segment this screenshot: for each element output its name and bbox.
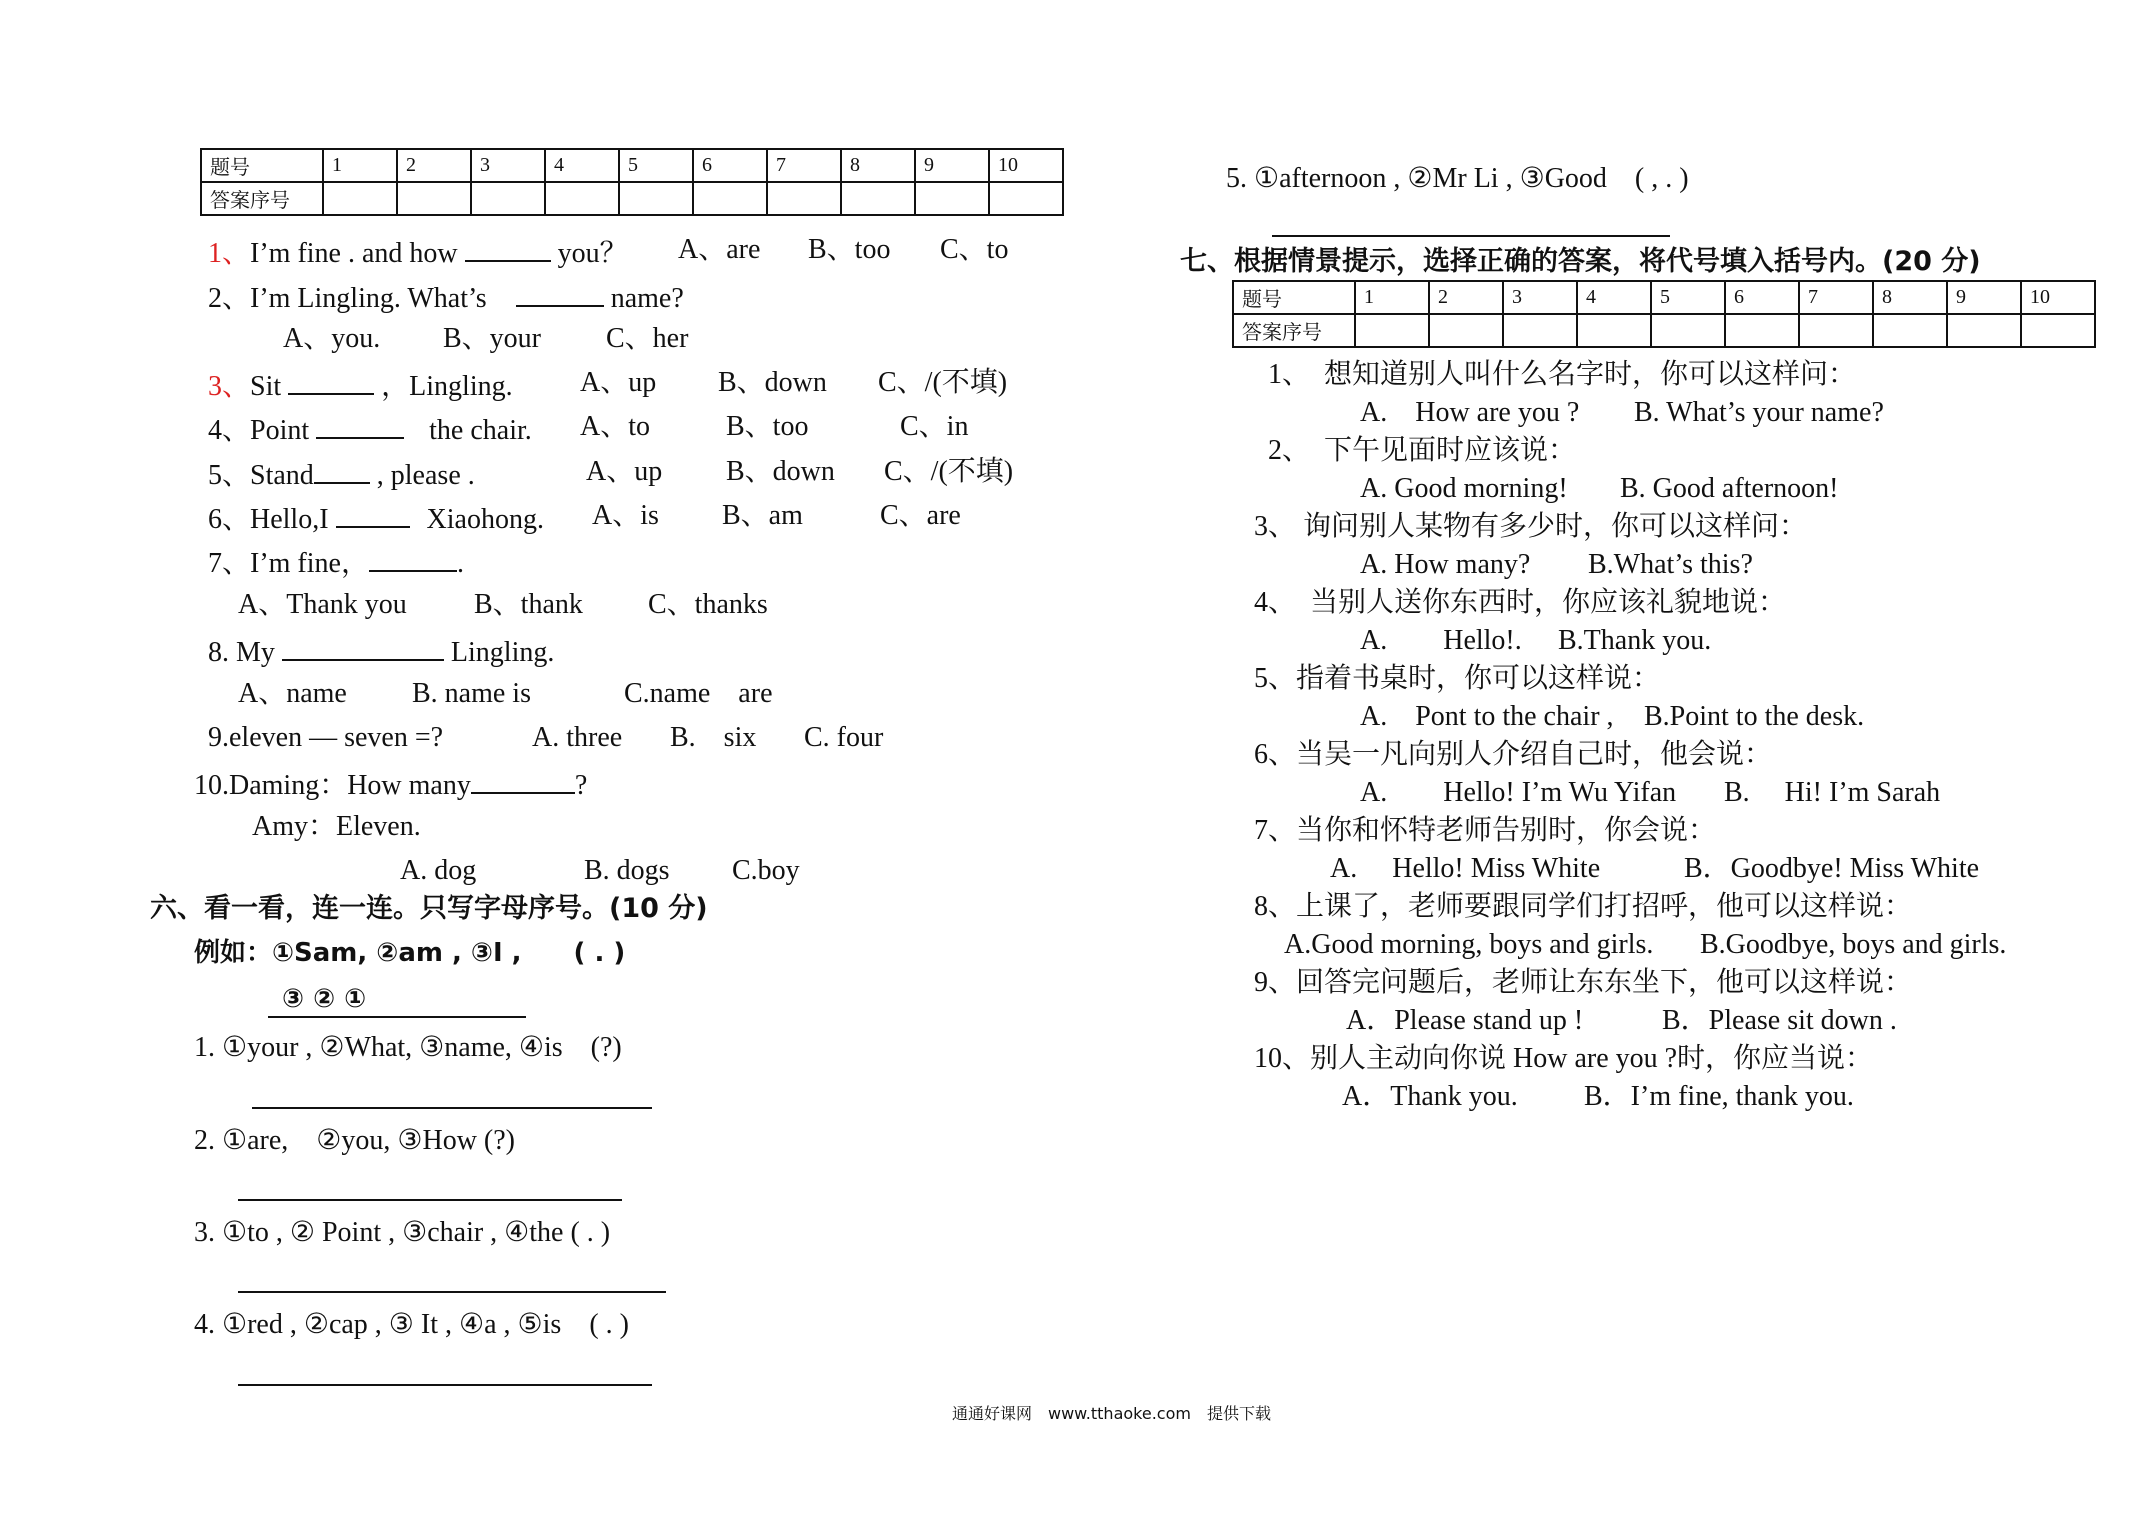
answer-cell[interactable] xyxy=(915,182,989,215)
option-c: C.name are xyxy=(624,678,773,709)
example-label: 例如：①Sam, ②am , ③I , ( . ) xyxy=(194,938,626,968)
question-text: 8. My xyxy=(208,637,275,668)
option-b: B、am xyxy=(722,500,803,531)
question-10 xyxy=(194,768,587,800)
table-cell: 2 xyxy=(397,149,471,182)
situation-option-b: B.Thank you. xyxy=(1558,625,1712,656)
question-number: 1、 xyxy=(208,238,251,269)
table-cell: 8 xyxy=(841,149,915,182)
question-text: 6、Hello,I xyxy=(208,504,329,535)
table-row-label: 答案序号 xyxy=(201,182,323,215)
answer-blank[interactable] xyxy=(465,236,551,262)
question-4 xyxy=(208,413,532,445)
answer-line[interactable] xyxy=(238,1291,666,1293)
question-text-after: . xyxy=(456,548,464,579)
question-text-after: Xiaohong. xyxy=(426,504,544,535)
answer-cell[interactable] xyxy=(1503,314,1577,347)
table-cell: 9 xyxy=(915,149,989,182)
option-b: B、too xyxy=(808,234,891,265)
answer-cell[interactable] xyxy=(1429,314,1503,347)
question-6 xyxy=(208,502,544,534)
table-cell: 1 xyxy=(1355,281,1429,314)
answer-cell[interactable] xyxy=(767,182,841,215)
question-8 xyxy=(208,635,554,667)
table-cell: 5 xyxy=(1651,281,1725,314)
table-cell: 9 xyxy=(1947,281,2021,314)
answer-blank[interactable] xyxy=(471,768,575,794)
situation-option-b: B．Goodbye! Miss White xyxy=(1684,853,1980,884)
footer-credit: 通通好课网 www.tthaoke.com 提供下载 xyxy=(952,1404,1271,1423)
situation-option-a: A. How many? xyxy=(1360,549,1531,580)
option-b: B. dogs xyxy=(584,855,670,886)
answer-cell[interactable] xyxy=(397,182,471,215)
table-row-label: 题号 xyxy=(201,149,323,182)
answer-cell[interactable] xyxy=(619,182,693,215)
situation-option-b: B. Hi! I’m Sarah xyxy=(1724,777,1941,808)
situation-question: 7、当你和怀特老师告别时，你会说： xyxy=(1254,815,1717,846)
situation-question: 6、当吴一凡向别人介绍自己时，他会说： xyxy=(1254,739,1773,770)
answer-cell[interactable] xyxy=(1873,314,1947,347)
answer-cell[interactable] xyxy=(841,182,915,215)
situation-question: 2、 下午见面时应该说： xyxy=(1268,435,1577,466)
option-c: C、to xyxy=(940,234,1009,265)
situation-option-a: A. Hello! Miss White xyxy=(1330,853,1601,884)
answer-line[interactable] xyxy=(238,1199,622,1201)
situation-question: 10、别人主动向你说 How are you ?时，你应当说： xyxy=(1254,1043,1874,1074)
reorder-item-4: 4. ①red , ②cap , ③ It , ④a , ⑤is ( . ) xyxy=(194,1309,629,1340)
table-cell: 6 xyxy=(1725,281,1799,314)
option-b: B、too xyxy=(726,411,809,442)
option-b: B、thank xyxy=(474,589,583,620)
situation-option-a: A. Pont to the chair , xyxy=(1360,701,1614,732)
situation-option-a: A．Thank you. xyxy=(1342,1081,1518,1112)
question-text-after: , please . xyxy=(376,460,475,491)
section-7-title: 七、根据情景提示，选择正确的答案，将代号填入括号内。(20 分) xyxy=(1180,246,1981,277)
situation-option-b: B. What’s your name? xyxy=(1634,397,1884,428)
table-cell: 7 xyxy=(1799,281,1873,314)
option-a: A、Thank you xyxy=(238,589,407,620)
question-text-after: ，Lingling. xyxy=(381,371,513,402)
answer-cell[interactable] xyxy=(471,182,545,215)
situation-option-a: A. Hello! I’m Wu Yifan xyxy=(1360,777,1677,808)
option-b: B. six xyxy=(670,722,757,753)
situation-option-b: B.Goodbye, boys and girls. xyxy=(1700,929,2007,960)
option-b: B、down xyxy=(726,456,835,487)
situation-question: 5、指着书桌时，你可以这样说： xyxy=(1254,663,1661,694)
table-cell: 8 xyxy=(1873,281,1947,314)
question-text-after: the chair. xyxy=(429,415,532,446)
option-a: A、you. xyxy=(283,323,381,354)
situation-option-b: B．Please sit down . xyxy=(1662,1005,1897,1036)
option-a: A、name xyxy=(238,678,347,709)
answer-cell[interactable] xyxy=(1947,314,2021,347)
answer-cell[interactable] xyxy=(323,182,397,215)
question-3 xyxy=(208,369,513,401)
question-text-after: name? xyxy=(610,283,684,314)
situation-option-b: B. Good afternoon! xyxy=(1620,473,1839,504)
reorder-item-3: 3. ①to , ② Point , ③chair , ④the ( . ) xyxy=(194,1217,611,1248)
option-c: C、are xyxy=(880,500,961,531)
situation-option-b: B.Point to the desk. xyxy=(1644,701,1865,732)
answer-blank[interactable] xyxy=(336,502,410,528)
table-cell: 6 xyxy=(693,149,767,182)
question-10-reply: Amy：Eleven. xyxy=(252,811,421,842)
situation-question: 1、 想知道别人叫什么名字时，你可以这样问： xyxy=(1268,359,1857,390)
example-answer-line xyxy=(268,1016,526,1018)
reorder-item-1: 1. ①your , ②What, ③name, ④is (?) xyxy=(194,1032,622,1063)
situation-option-a: A.Good morning, boys and girls. xyxy=(1284,929,1654,960)
option-c: C、/(不填) xyxy=(878,367,1008,398)
answer-blank[interactable] xyxy=(316,413,404,439)
answer-cell[interactable] xyxy=(1725,314,1799,347)
question-text: 10.Daming：How many xyxy=(194,770,471,801)
question-9: 9.eleven — seven =? xyxy=(208,722,444,753)
situation-option-a: A．Please stand up ! xyxy=(1346,1005,1584,1036)
option-a: A、up xyxy=(586,456,663,487)
question-text: I’m fine . and how xyxy=(250,238,458,269)
option-c: C、her xyxy=(606,323,689,354)
answer-blank[interactable] xyxy=(369,546,457,572)
answer-blank[interactable] xyxy=(288,369,374,395)
situation-question: 4、 当别人送你东西时，你应该礼貌地说： xyxy=(1254,587,1787,618)
section-6-title: 六、看一看，连一连。只写字母序号。(10 分) xyxy=(150,893,708,924)
question-text: 4、Point xyxy=(208,415,310,446)
option-c: C、thanks xyxy=(648,589,768,620)
reorder-item-5: 5. ①afternoon , ②Mr Li , ③Good ( , . ) xyxy=(1226,163,1689,194)
table-row-label: 答案序号 xyxy=(1233,314,1355,347)
answer-cell[interactable] xyxy=(1651,314,1725,347)
answer-line[interactable] xyxy=(252,1107,652,1109)
situation-question: 3、 询问别人某物有多少时，你可以这样问： xyxy=(1254,511,1808,542)
reorder-item-2: 2. ①are, ②you, ③How (?) xyxy=(194,1125,516,1156)
table-cell: 2 xyxy=(1429,281,1503,314)
option-a: A、are xyxy=(678,234,761,265)
option-a: A. dog xyxy=(400,855,477,886)
table-cell: 10 xyxy=(989,149,1063,182)
table-cell: 4 xyxy=(1577,281,1651,314)
option-c: C、/(不填) xyxy=(884,456,1014,487)
option-b: B、down xyxy=(718,367,827,398)
answer-blank[interactable] xyxy=(282,635,444,661)
answer-cell[interactable] xyxy=(693,182,767,215)
question-1 xyxy=(208,236,628,268)
answer-cell[interactable] xyxy=(1799,314,1873,347)
answer-cell[interactable] xyxy=(1577,314,1651,347)
option-a: A. three xyxy=(532,722,623,753)
option-a: A、up xyxy=(580,367,657,398)
option-b: B. name is xyxy=(412,678,531,709)
question-7 xyxy=(208,546,464,578)
table-cell: 5 xyxy=(619,149,693,182)
answer-line[interactable] xyxy=(238,1384,652,1386)
situation-question: 9、回答完问题后，老师让东东坐下，他可以这样说： xyxy=(1254,967,1913,998)
answer-cell[interactable] xyxy=(989,182,1063,215)
answer-table-right xyxy=(1232,280,2096,348)
answer-blank[interactable] xyxy=(314,458,370,484)
table-cell: 4 xyxy=(545,149,619,182)
option-c: C. four xyxy=(804,722,884,753)
table-cell: 3 xyxy=(471,149,545,182)
question-number: 3、 xyxy=(208,371,251,402)
option-a: A、is xyxy=(592,500,659,531)
table-cell: 10 xyxy=(2021,281,2095,314)
question-text: 5、Stand xyxy=(208,460,314,491)
question-text-after: Lingling. xyxy=(450,637,555,668)
question-text: Sit xyxy=(250,371,282,402)
answer-cell[interactable] xyxy=(2021,314,2095,347)
question-text: 7、I’m fine， xyxy=(208,548,369,579)
answer-cell[interactable] xyxy=(545,182,619,215)
situation-option-b: B.What’s this? xyxy=(1588,549,1753,580)
table-cell: 7 xyxy=(767,149,841,182)
question-5 xyxy=(208,458,475,490)
answer-table-left xyxy=(200,148,1064,216)
question-text: 2、I’m Lingling. What’s xyxy=(208,283,487,314)
table-cell: 3 xyxy=(1503,281,1577,314)
answer-cell[interactable] xyxy=(1355,314,1429,347)
question-text-after: you？ xyxy=(557,238,628,269)
example-answer: ③ ② ① xyxy=(282,984,367,1014)
answer-blank[interactable] xyxy=(516,281,604,307)
situation-question: 8、上课了，老师要跟同学们打招呼，他可以这样说： xyxy=(1254,891,1913,922)
table-cell: 1 xyxy=(323,149,397,182)
question-2 xyxy=(208,281,684,313)
table-row-label: 题号 xyxy=(1233,281,1355,314)
situation-option-a: A. Good morning! xyxy=(1360,473,1568,504)
situation-option-a: A. How are you ? xyxy=(1360,397,1580,428)
option-a: A、to xyxy=(580,411,651,442)
situation-option-b: B．I’m fine, thank you. xyxy=(1584,1081,1854,1112)
option-c: C.boy xyxy=(732,855,800,886)
question-text-after: ? xyxy=(574,770,588,801)
option-b: B、your xyxy=(443,323,542,354)
option-c: C、in xyxy=(900,411,969,442)
answer-line[interactable] xyxy=(1272,235,1670,237)
situation-option-a: A. Hello!. xyxy=(1360,625,1522,656)
